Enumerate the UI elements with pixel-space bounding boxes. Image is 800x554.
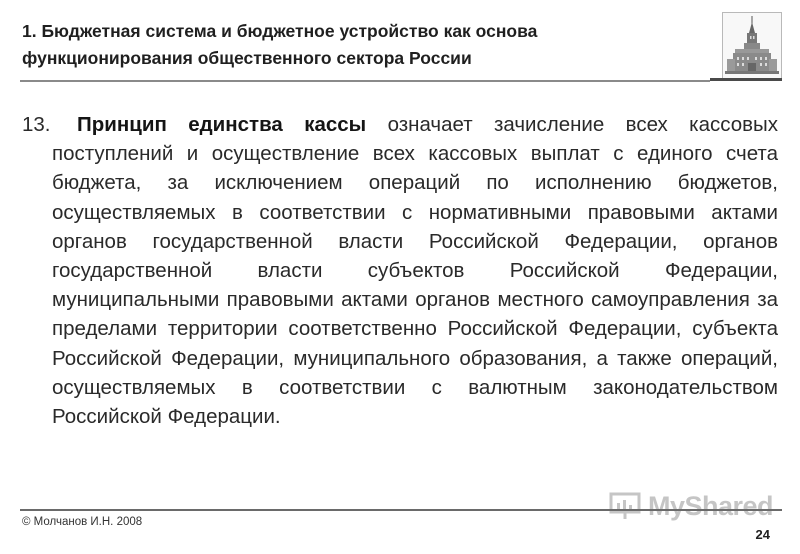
page-number: 24: [755, 527, 770, 542]
university-logo: [722, 12, 782, 80]
copyright-text: © Молчанов И.Н. 2008: [22, 516, 143, 528]
slide-title-line-2: функционирования общественного сектора России: [22, 48, 472, 68]
header-divider-accent: [710, 78, 782, 81]
watermark-text: MyShared: [648, 490, 774, 521]
item-number: 13.: [22, 113, 51, 136]
presentation-board-icon: [608, 491, 642, 521]
myshared-watermark: [608, 489, 773, 523]
header-divider: [20, 80, 710, 82]
slide-title: [22, 18, 682, 72]
slide-title-line-1: 1. Бюджетная система и бюджетное устройство как основа: [22, 21, 538, 41]
university-building-icon: [723, 13, 781, 79]
principle-term: Принцип единства кассы: [77, 113, 367, 136]
principle-definition: означает зачисление всех кассовых поступлений и осуществление всех кассовых выплат с единого счета бюджета, за исключением операций по исполнению бюджетов, осуществляемых в соответствии с нормативными правовыми актами органов государственной власти Российской Федерации, органов государственной власти субъектов Российской Федерации, муниципальными правовыми актами органов местного самоуправления за пределами территории соответственно Российской Федерации, субъекта Российской Федерации, муниципального образования, а также операций, осуществляемых в соответствии с валютным законодательством Российской Федерации.: [52, 113, 779, 429]
principle-paragraph: [22, 110, 778, 431]
